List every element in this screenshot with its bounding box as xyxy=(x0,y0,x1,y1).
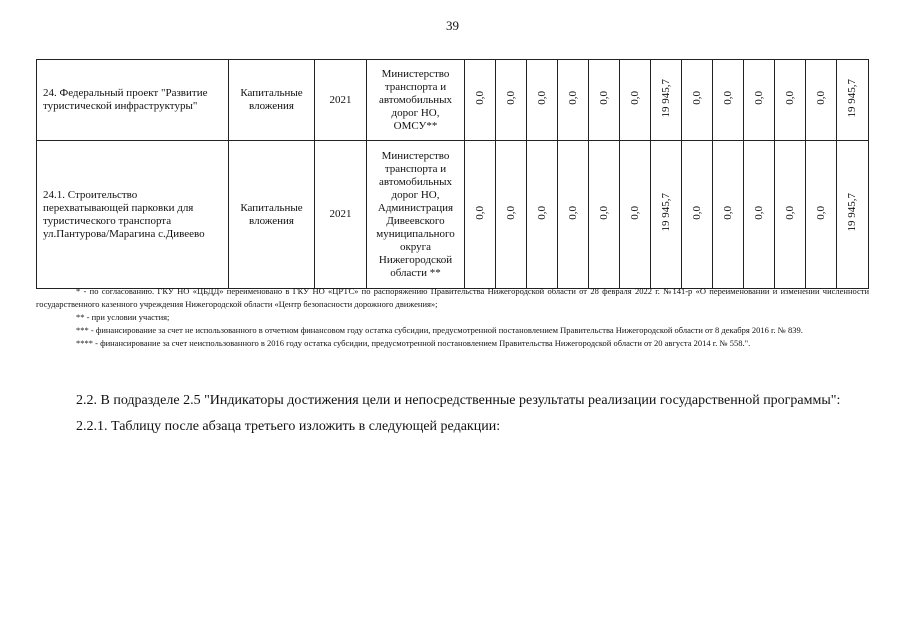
table-row xyxy=(37,60,869,141)
value-cell xyxy=(527,60,558,141)
footnote: * - по согласованию. ГКУ НО «ЦБДД» переименовано в ГКУ НО «ЦРТС» по распоряжению Правительства Нижегородской области от 28 февраля 2022 г. №141-р «О переименовании и изменении численности государственного казенного учреждения Нижегородской области «Центр безопасности дорожного движения»; xyxy=(36,286,869,309)
footnotes xyxy=(36,285,869,350)
value-text: 0,0 xyxy=(752,91,765,105)
year-cell: 2021 xyxy=(315,141,367,289)
value-text: 19 945,7 xyxy=(659,78,672,118)
budget-table xyxy=(36,59,869,289)
value-cell xyxy=(496,60,527,141)
value-text: 19 945,7 xyxy=(846,193,858,232)
value-text: 0,0 xyxy=(473,91,486,105)
paragraph: 2.2.1. Таблицу после абзаца третьего изложить в следующей редакции: xyxy=(76,419,501,434)
value-text: 0,0 xyxy=(473,205,486,220)
paragraph: 2.2. В подразделе 2.5 "Индикаторы достижения цели и непосредственные результаты реализации государственной программы": xyxy=(76,393,841,408)
value-text: 0,0 xyxy=(783,205,796,220)
value-text: 0,0 xyxy=(690,205,703,220)
value-cell xyxy=(589,60,620,141)
value-text: 0,0 xyxy=(535,91,548,105)
value-text: 0,0 xyxy=(597,205,610,220)
page-number: 39 xyxy=(446,18,459,33)
value-cell xyxy=(713,60,744,141)
value-cell xyxy=(806,141,837,289)
value-text: 0,0 xyxy=(597,91,610,105)
value-cell xyxy=(837,60,869,141)
value-text: 0,0 xyxy=(628,205,641,220)
value-text: 19 945,7 xyxy=(659,193,672,232)
value-text: 0,0 xyxy=(628,91,641,105)
value-cell xyxy=(682,60,713,141)
value-text: 19 945,7 xyxy=(846,78,858,118)
funding-type-cell: Капитальные вложения xyxy=(229,141,315,289)
value-text: 0,0 xyxy=(721,91,734,105)
footnote: **** - финансирование за счет неиспользованного в 2016 году остатка субсидии, предусмотренной постановлением Правительства Нижегородской области от 20 августа 2014 г. № 558.". xyxy=(76,338,751,348)
value-text: 0,0 xyxy=(814,91,827,105)
value-cell xyxy=(744,60,775,141)
value-text: 0,0 xyxy=(690,91,703,105)
year-cell: 2021 xyxy=(315,60,367,141)
executor-cell: Министерство транспорта и автомобильных дорог НО, Администрация Дивеевского муниципального округа Нижегородской области ** xyxy=(367,141,465,289)
value-cell xyxy=(775,141,806,289)
footnote: ** - при условии участия; xyxy=(76,312,170,322)
value-text: 0,0 xyxy=(783,91,796,105)
value-cell xyxy=(620,60,651,141)
value-text: 0,0 xyxy=(752,205,765,220)
funding-type-cell: Капитальные вложения xyxy=(229,60,315,141)
value-cell xyxy=(527,141,558,289)
value-cell xyxy=(806,60,837,141)
value-text: 0,0 xyxy=(566,205,579,220)
footnote: *** - финансирование за счет не использованного в отчетном финансовом году остатка субсидии, предусмотренной постановлением Правительства Нижегородской области от 8 декабря 2016 г. № 839. xyxy=(76,325,803,335)
value-cell xyxy=(651,60,682,141)
value-cell xyxy=(775,60,806,141)
value-text: 0,0 xyxy=(504,91,517,105)
value-cell xyxy=(558,60,589,141)
value-cell xyxy=(651,141,682,289)
value-cell xyxy=(837,141,869,289)
body-text xyxy=(36,388,869,440)
value-cell xyxy=(744,141,775,289)
value-cell xyxy=(465,141,496,289)
value-text: 0,0 xyxy=(721,205,734,220)
measure-name-cell: 24.1. Строительство перехватывающей парковки для туристического транспорта ул.Пантурова/Марагина с.Дивеево xyxy=(37,141,229,289)
value-text: 0,0 xyxy=(535,205,548,220)
value-cell xyxy=(682,141,713,289)
measure-name-cell: 24. Федеральный проект "Развитие туристической инфраструктуры" xyxy=(37,60,229,141)
value-text: 0,0 xyxy=(814,205,827,220)
executor-cell: Министерство транспорта и автомобильных дорог НО, ОМСУ** xyxy=(367,60,465,141)
value-text: 0,0 xyxy=(504,205,517,220)
value-cell xyxy=(465,60,496,141)
value-cell xyxy=(589,141,620,289)
value-cell xyxy=(713,141,744,289)
table-row xyxy=(37,141,869,289)
value-cell xyxy=(558,141,589,289)
value-cell xyxy=(620,141,651,289)
value-cell xyxy=(496,141,527,289)
value-text: 0,0 xyxy=(566,91,579,105)
